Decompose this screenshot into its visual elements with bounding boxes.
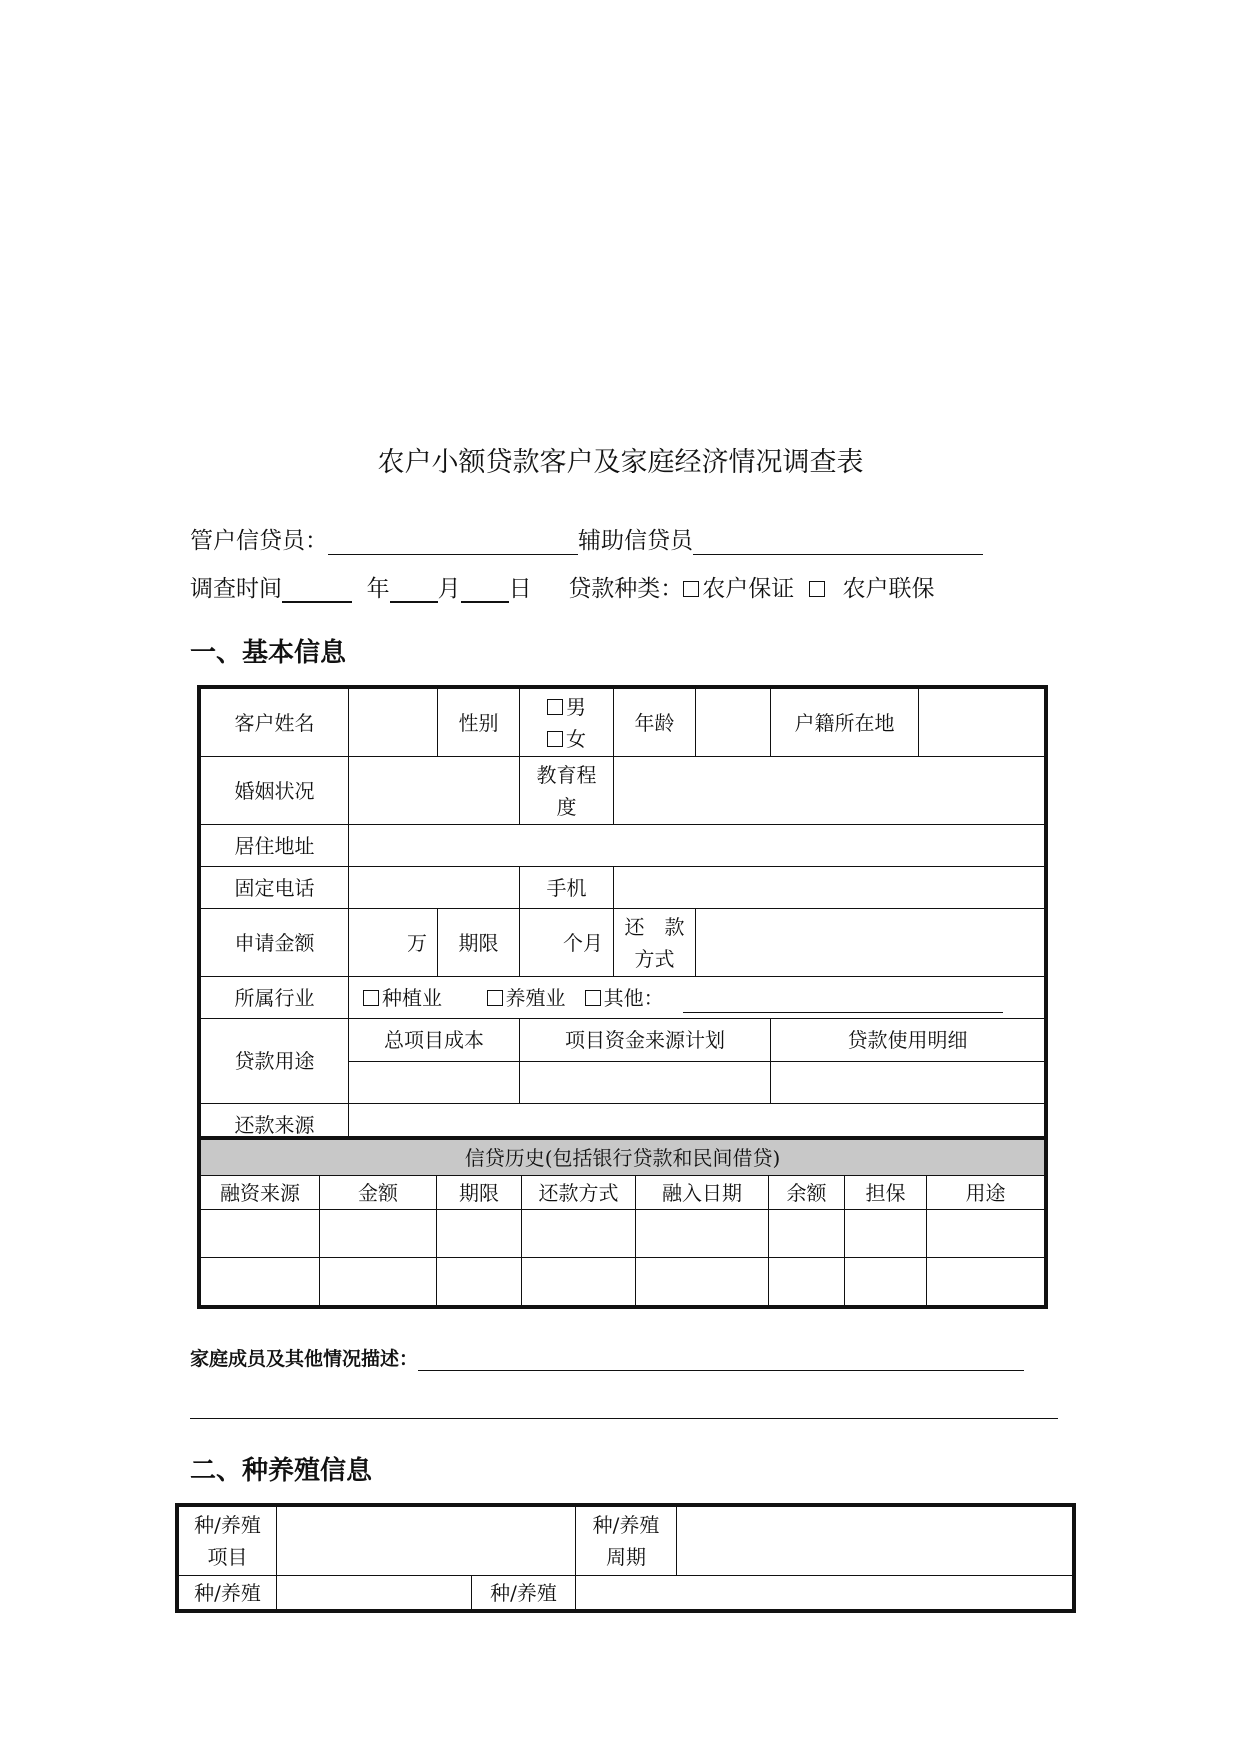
table-cell[interactable] <box>522 1258 636 1306</box>
repay-method-field[interactable] <box>696 909 1045 977</box>
total-cost-field[interactable] <box>349 1062 520 1104</box>
table-cell[interactable] <box>636 1258 769 1306</box>
gender-male[interactable] <box>520 691 613 723</box>
checkbox-other[interactable] <box>585 990 601 1006</box>
marital-label: 婚姻状况 <box>201 757 349 825</box>
usage-detail-field[interactable] <box>771 1062 1045 1104</box>
day-label: 日 <box>508 576 532 602</box>
table-cell[interactable] <box>636 1210 769 1258</box>
item-label-line2: 项目 <box>207 1545 248 1569</box>
credit-header-balance: 余额 <box>769 1176 845 1210</box>
item-field[interactable] <box>277 1507 576 1576</box>
family-desc-line <box>190 1344 1024 1371</box>
industry-planting: 种植业 <box>382 985 442 1010</box>
credit-header-date: 融入日期 <box>636 1176 769 1210</box>
survey-time-label: 调查时间 <box>190 576 282 602</box>
term-field[interactable]: 个月 <box>520 909 614 977</box>
male-label: 男 <box>566 694 586 719</box>
table-cell[interactable] <box>769 1210 845 1258</box>
section2-heading: 二、种养殖信息 <box>190 1456 373 1486</box>
usage-detail-label: 贷款使用明细 <box>771 1019 1045 1062</box>
table-cell[interactable] <box>522 1210 636 1258</box>
year-label: 年 <box>366 576 390 602</box>
year-field[interactable] <box>282 575 352 603</box>
table-cell[interactable] <box>201 1258 320 1306</box>
age-field[interactable] <box>696 689 771 757</box>
education-field[interactable] <box>614 757 1045 825</box>
apply-amount-field[interactable]: 万 <box>349 909 438 977</box>
item-label-line1: 种/养殖 <box>194 1513 261 1537</box>
table-cell[interactable] <box>769 1258 845 1306</box>
industry-other-field[interactable] <box>683 992 1003 1013</box>
checkbox-joint[interactable] <box>809 581 825 597</box>
month-field[interactable] <box>390 575 438 603</box>
loan-type-guarantee: 农户保证 <box>702 576 795 602</box>
cycle-label-line2: 周期 <box>606 1545 646 1569</box>
month-label: 月 <box>437 576 461 602</box>
industry-other: 其他： <box>603 985 664 1010</box>
address-label: 居住地址 <box>201 825 349 867</box>
hukou-label: 户籍所在地 <box>771 689 919 757</box>
credit-history-title: 信贷历史(包括银行贷款和民间借贷) <box>201 1140 1045 1176</box>
day-field[interactable] <box>461 575 509 603</box>
family-desc-field[interactable] <box>418 1348 1024 1371</box>
item-label <box>179 1507 277 1576</box>
customer-name-field[interactable] <box>349 689 438 757</box>
checkbox-planting[interactable] <box>363 990 379 1006</box>
checkbox-female[interactable] <box>547 731 563 747</box>
officer-line <box>190 522 983 555</box>
marital-field[interactable] <box>349 757 520 825</box>
gender-label: 性别 <box>438 689 520 757</box>
customer-name-label: 客户姓名 <box>201 689 349 757</box>
family-desc-label: 家庭成员及其他情况描述： <box>190 1348 419 1370</box>
education-label-line1: 教育程 <box>536 762 597 787</box>
checkbox-breeding[interactable] <box>487 990 503 1006</box>
industry-breeding: 养殖业 <box>505 985 566 1010</box>
table-cell[interactable] <box>320 1258 437 1306</box>
table-cell[interactable] <box>927 1258 1045 1306</box>
term-label: 期限 <box>438 909 520 977</box>
credit-header-term: 期限 <box>437 1176 522 1210</box>
row2-label-b: 种/养殖 <box>472 1576 576 1610</box>
table-cell[interactable] <box>845 1258 927 1306</box>
mobile-label: 手机 <box>520 867 614 909</box>
table-cell[interactable] <box>201 1210 320 1258</box>
table-cell[interactable] <box>927 1210 1045 1258</box>
credit-header-guarantee: 担保 <box>845 1176 927 1210</box>
cycle-cell <box>576 1507 1073 1576</box>
loan-usage-label: 贷款用途 <box>201 1019 349 1104</box>
page-title: 农户小额贷款客户及家庭经济情况调查表 <box>377 447 864 478</box>
section1-heading: 一、基本信息 <box>190 638 347 668</box>
cycle-field[interactable] <box>677 1507 1072 1575</box>
table-row <box>201 1258 1045 1306</box>
apply-amount-label: 申请金额 <box>201 909 349 977</box>
table-cell[interactable] <box>437 1258 522 1306</box>
landline-field[interactable] <box>349 867 520 909</box>
basic-info-table <box>200 688 1045 1146</box>
landline-label: 固定电话 <box>201 867 349 909</box>
repay-method-line1: 还 款 <box>624 914 685 939</box>
row2-label-a: 种/养殖 <box>179 1576 277 1610</box>
gender-options <box>520 689 614 757</box>
total-cost-label: 总项目成本 <box>349 1019 520 1062</box>
credit-header-source: 融资来源 <box>201 1176 320 1210</box>
table-cell[interactable] <box>437 1210 522 1258</box>
cycle-label-line1: 种/养殖 <box>592 1513 660 1537</box>
female-label: 女 <box>566 726 586 751</box>
repay-method-line2: 方式 <box>634 946 675 971</box>
credit-header-repay: 还款方式 <box>522 1176 636 1210</box>
address-field[interactable] <box>349 825 1045 867</box>
industry-label: 所属行业 <box>201 977 349 1019</box>
hukou-field[interactable] <box>919 689 1045 757</box>
industry-options <box>349 977 1045 1019</box>
survey-line <box>190 570 934 603</box>
officer-label: 管户信贷员： <box>190 528 328 554</box>
education-label <box>520 757 614 825</box>
officer-field[interactable] <box>328 528 578 555</box>
education-label-line2: 度 <box>556 794 577 819</box>
loan-type-joint: 农户联保 <box>842 576 935 602</box>
mobile-field[interactable] <box>614 867 1045 909</box>
gender-female[interactable] <box>520 723 613 755</box>
funding-plan-label: 项目资金来源计划 <box>520 1019 771 1062</box>
repay-method-label <box>614 909 696 977</box>
repay-source-label: 还款来源 <box>201 1104 349 1146</box>
table-cell[interactable] <box>845 1210 927 1258</box>
loan-type-label: 贷款种类： <box>568 576 684 602</box>
age-label: 年龄 <box>614 689 696 757</box>
breeding-info-table <box>178 1506 1073 1610</box>
family-desc-line2[interactable] <box>190 1418 1058 1419</box>
credit-history-table <box>200 1139 1045 1306</box>
row2-field-b[interactable] <box>576 1576 1073 1610</box>
checkbox-male[interactable] <box>547 699 563 715</box>
table-row <box>201 1210 1045 1258</box>
cycle-label <box>576 1507 677 1575</box>
credit-header-purpose: 用途 <box>927 1176 1045 1210</box>
assistant-label: 辅助信贷员 <box>578 528 693 554</box>
table-cell[interactable] <box>320 1210 437 1258</box>
assistant-field[interactable] <box>693 528 983 555</box>
credit-header-amount: 金额 <box>320 1176 437 1210</box>
funding-plan-field[interactable] <box>520 1062 771 1104</box>
checkbox-guarantee[interactable] <box>683 581 699 597</box>
row2-field-a[interactable] <box>277 1576 472 1610</box>
